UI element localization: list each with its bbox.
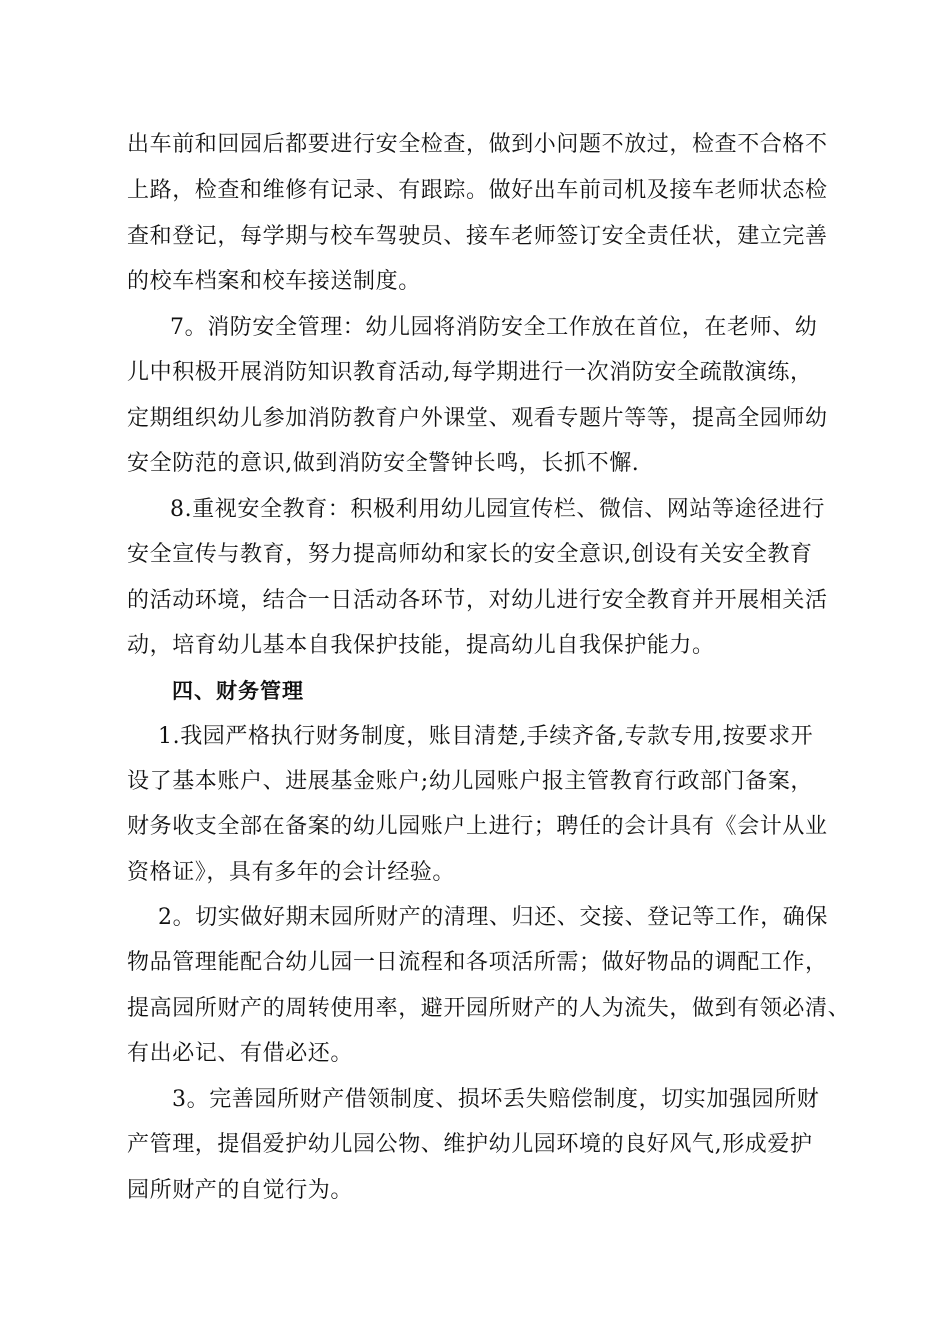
text-line: 出车前和回园后都要进行安全检查，做到小问题不放过，检查不合格不 bbox=[127, 132, 828, 157]
text-line: 提高园所财产的周转使用率，避开园所财产的人为流失，做到有领必清、 bbox=[127, 996, 851, 1021]
text-line: 3。完善园所财产借领制度、损坏丢失赔偿制度，切实加强园所财 bbox=[172, 1087, 820, 1112]
text-line: 的活动环境，结合一日活动各环节，对幼儿进行安全教育并开展相关活 bbox=[127, 588, 828, 613]
text-line: 上路，检查和维修有记录、有跟踪。做好出车前司机及接车老师状态检 bbox=[127, 178, 828, 203]
text-line: 安全防范的意识,做到消防安全警钟长鸣，长抓不懈. bbox=[127, 451, 640, 476]
text-line: 查和登记，每学期与校车驾驶员、接车老师签订安全责任状，建立完善 bbox=[127, 224, 828, 249]
text-line: 动，培育幼儿基本自我保护技能，提高幼儿自我保护能力。 bbox=[127, 633, 715, 658]
section-heading: 四、财务管理 bbox=[172, 679, 304, 703]
text-line: 物品管理能配合幼儿园一日流程和各项活所需；做好物品的调配工作， bbox=[127, 950, 828, 975]
text-line: 产管理，提倡爱护幼儿园公物、维护幼儿园环境的良好风气,形成爱护 bbox=[127, 1132, 813, 1157]
text-line: 7。消防安全管理：幼儿园将消防安全工作放在首位，在老师、幼 bbox=[170, 315, 818, 340]
text-line: 安全宣传与教育，努力提高师幼和家长的安全意识,创设有关安全教育 bbox=[127, 542, 813, 567]
text-line: 园所财产的自觉行为。 bbox=[127, 1178, 354, 1203]
text-line: 2。切实做好期末园所财产的清理、归还、交接、登记等工作，确保 bbox=[158, 905, 828, 930]
text-line: 8.重视安全教育：积极利用幼儿园宣传栏、微信、网站等途径进行 bbox=[170, 497, 825, 522]
text-line: 儿中积极开展消防知识教育活动,每学期进行一次消防安全疏散演练， bbox=[127, 360, 813, 385]
text-line: 有出必记、有借必还。 bbox=[127, 1041, 354, 1066]
text-line: 定期组织幼儿参加消防教育户外课堂、观看专题片等等，提高全园师幼 bbox=[127, 406, 828, 431]
text-line: 1.我园严格执行财务制度，账目清楚,手续齐备,专款专用,按要求开 bbox=[158, 724, 814, 749]
text-line: 的校车档案和校车接送制度。 bbox=[127, 269, 421, 294]
text-line: 资格证》，具有多年的会计经验。 bbox=[127, 860, 456, 885]
text-line: 设了基本账户、进展基金账户;幼儿园账户报主管教育行政部门备案， bbox=[127, 769, 814, 794]
text-line: 财务收支全部在备案的幼儿园账户上进行；聘任的会计具有《会计从业 bbox=[127, 814, 828, 839]
